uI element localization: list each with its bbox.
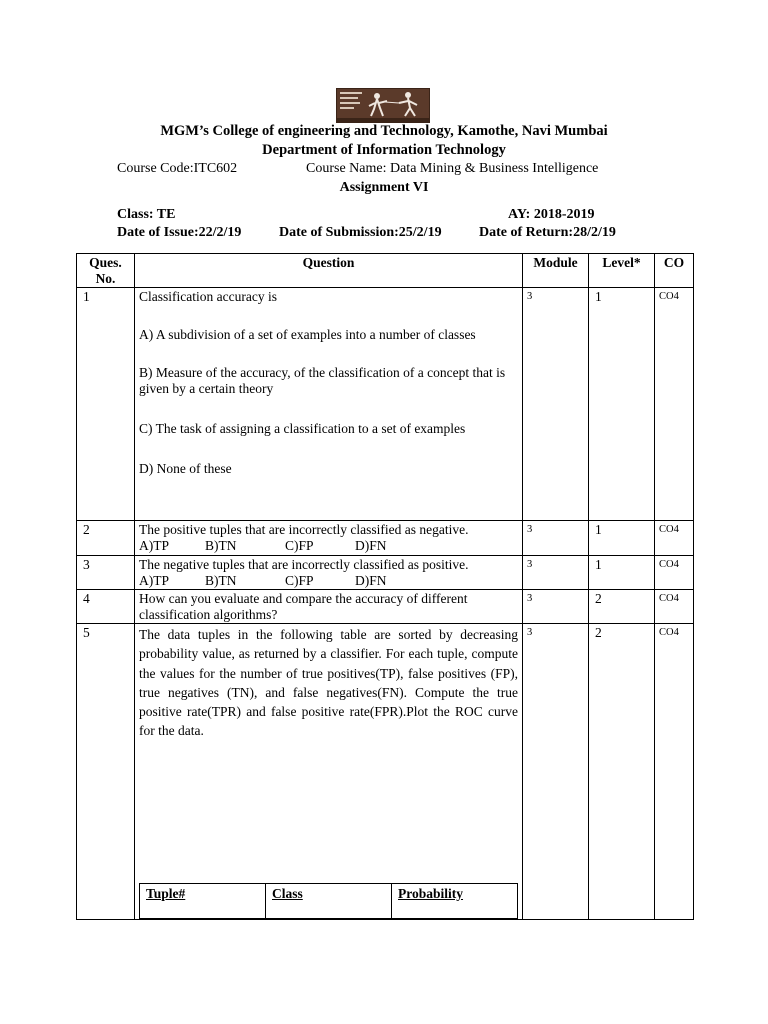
institution-logo <box>336 88 430 123</box>
header-question: Question <box>135 254 523 288</box>
course-name: Course Name: Data Mining & Business Intelligence <box>306 161 599 176</box>
level-value: 2 <box>589 624 655 920</box>
option-b: B)TN <box>205 538 237 553</box>
course-code: Course Code:ITC602 <box>117 161 238 176</box>
date-of-issue: Date of Issue:22/2/19 <box>117 225 242 240</box>
table-row <box>77 624 694 920</box>
option-c: C)FP <box>285 573 314 588</box>
options-line <box>139 573 518 589</box>
module-value: 3 <box>523 556 589 590</box>
module-value: 3 <box>523 590 589 624</box>
mahatma-gandhi-mission-logo <box>337 89 429 122</box>
header-ques-no: Ques. No. <box>77 254 135 288</box>
option-c: C) The task of assigning a classification to a set of examples <box>139 421 466 436</box>
tuple-table-header <box>140 883 518 918</box>
header-co: CO <box>655 254 694 288</box>
question-text: The negative tuples that are incorrectly classified as positive. <box>139 557 469 572</box>
option-d: D) None of these <box>139 461 232 476</box>
module-value: 3 <box>523 288 589 521</box>
question-number: 4 <box>77 590 135 624</box>
table-row <box>77 590 694 624</box>
table-row <box>77 288 694 521</box>
option-a: A)TP <box>139 573 169 588</box>
tuple-header: Tuple# <box>140 883 266 918</box>
option-a: A) A subdivision of a set of examples into a number of classes <box>139 327 476 342</box>
question-cell <box>135 624 523 920</box>
question-cell <box>135 556 523 590</box>
level-value: 2 <box>589 590 655 624</box>
question-text: The data tuples in the following table are sorted by decreasing probability value, as returned by a classifier. For each tuple, compute the values for the number of true positives(TP), false positives (FP), true negatives (TN), and false negatives(FN). Compute the true positive rate(TPR) and false positive rate(FPR).Plot the ROC curve for the data. <box>139 627 518 739</box>
question-number: 2 <box>77 521 135 556</box>
tuple-table <box>139 883 518 919</box>
co-value: CO4 <box>655 556 694 590</box>
module-value: 3 <box>523 521 589 556</box>
question-text: How can you evaluate and compare the accuracy of different classification algorithms? <box>135 590 523 624</box>
date-of-submission: Date of Submission:25/2/19 <box>279 225 442 240</box>
co-value: CO4 <box>655 288 694 521</box>
question-table <box>76 253 694 920</box>
option-a: A)TP <box>139 538 169 553</box>
assignment-title: Assignment VI <box>339 180 429 195</box>
option-b: B)TN <box>205 573 237 588</box>
question-text: Classification accuracy is <box>139 289 277 304</box>
question-number: 5 <box>77 624 135 920</box>
module-value: 3 <box>523 624 589 920</box>
question-number: 1 <box>77 288 135 521</box>
level-value: 1 <box>589 556 655 590</box>
question-cell <box>135 288 523 521</box>
table-row <box>77 556 694 590</box>
table-row <box>77 521 694 556</box>
class-header: Class <box>266 883 392 918</box>
level-value: 1 <box>589 521 655 556</box>
option-b: B) Measure of the accuracy, of the classification of a concept that is given by a certain theory <box>139 365 506 396</box>
co-value: CO4 <box>655 624 694 920</box>
class-label: Class: TE <box>117 207 176 222</box>
option-d: D)FN <box>355 573 387 588</box>
probability-header: Probability <box>392 883 518 918</box>
college-name: MGM’s College of engineering and Technology, Kamothe, Navi Mumbai <box>160 123 608 139</box>
level-value: 1 <box>589 288 655 521</box>
academic-year: AY: 2018-2019 <box>508 207 595 222</box>
department-name: Department of Information Technology <box>262 142 506 158</box>
co-value: CO4 <box>655 590 694 624</box>
option-d: D)FN <box>355 538 387 553</box>
options-line <box>139 538 518 554</box>
table-header-row <box>77 254 694 288</box>
header-module: Module <box>523 254 589 288</box>
date-of-return: Date of Return:28/2/19 <box>479 225 616 240</box>
co-value: CO4 <box>655 521 694 556</box>
question-text: The positive tuples that are incorrectly classified as negative. <box>139 522 469 537</box>
question-number: 3 <box>77 556 135 590</box>
option-c: C)FP <box>285 538 314 553</box>
question-cell <box>135 521 523 556</box>
header-level: Level* <box>589 254 655 288</box>
